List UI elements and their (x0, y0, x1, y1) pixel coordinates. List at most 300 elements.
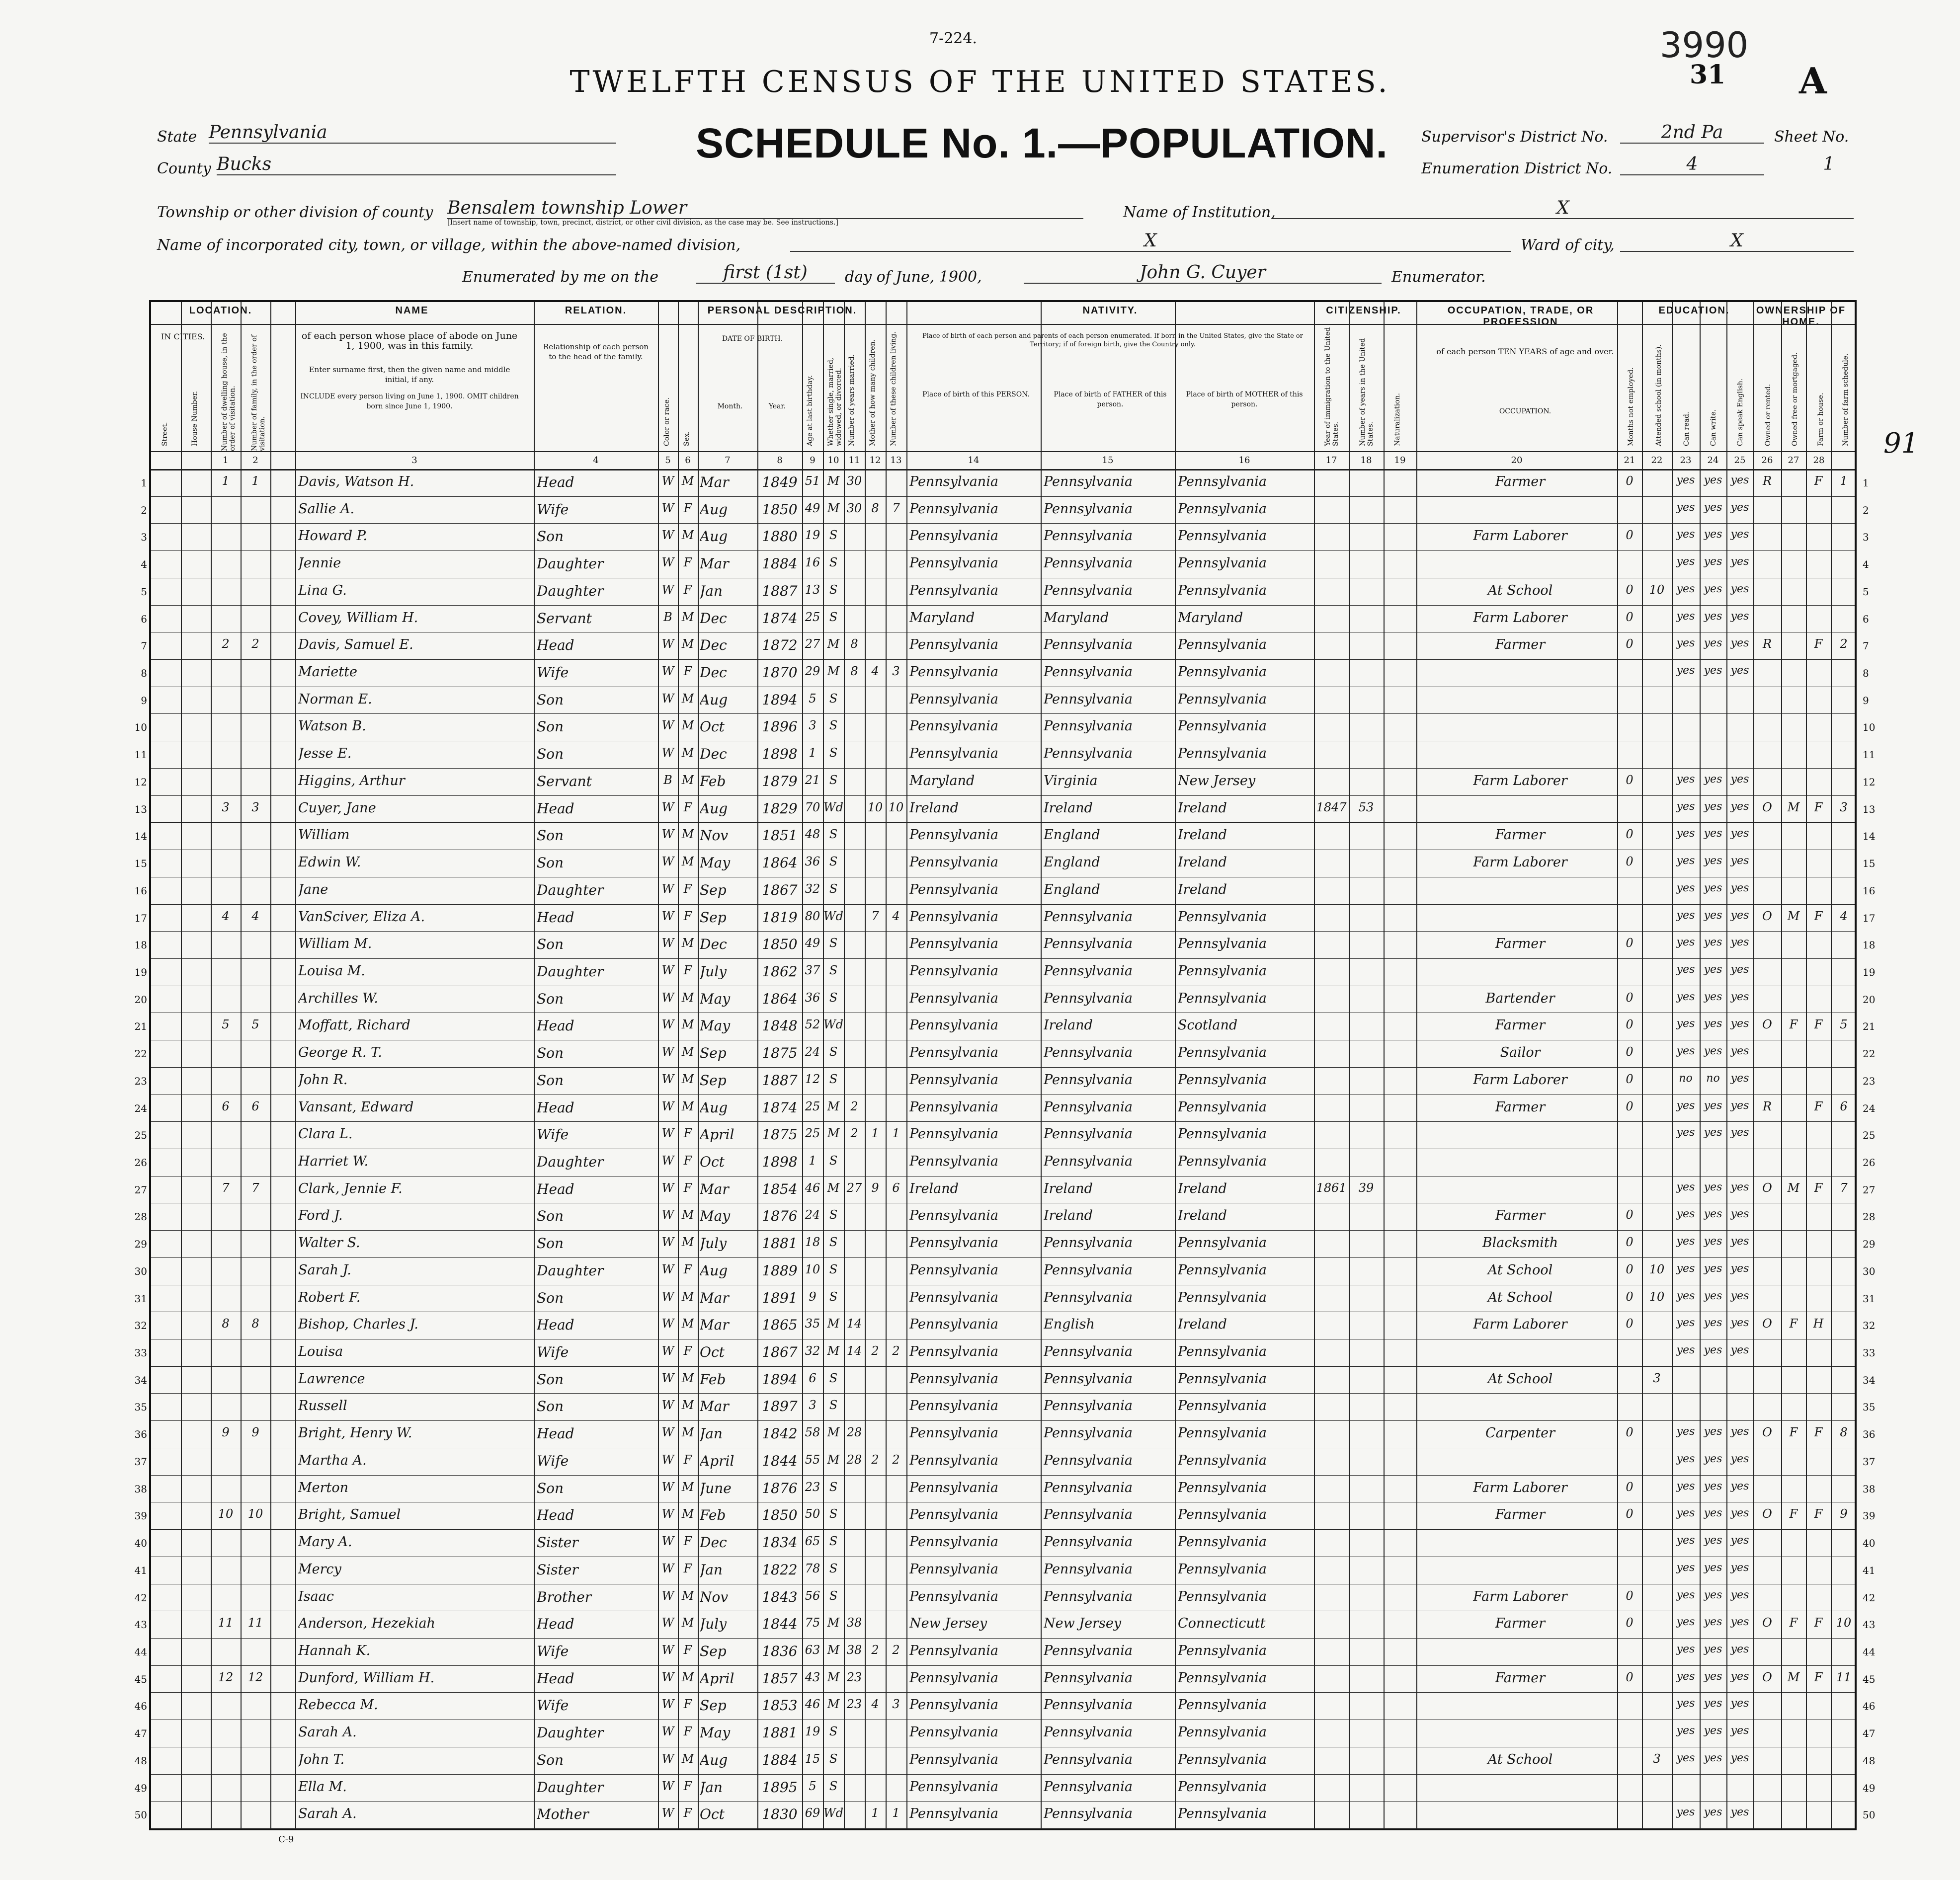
grid-row-line (151, 1230, 1855, 1231)
cell-age: 55 (805, 1452, 820, 1467)
cell-month: April (700, 1670, 735, 1687)
grid-column-line (1175, 302, 1176, 1828)
cell-unemp: 0 (1626, 1616, 1633, 1630)
vhead-age: Age at last birthday. (806, 375, 814, 446)
cell-own: O (1762, 800, 1772, 814)
cell-color: W (661, 963, 674, 977)
cell-year: 1854 (762, 1180, 798, 1197)
row-number-right: 42 (1863, 1591, 1876, 1604)
cell-mar: S (829, 1154, 838, 1168)
cell-bm: Pennsylvania (1178, 1480, 1267, 1495)
cell-age: 69 (805, 1806, 820, 1820)
cell-name: Jesse E. (298, 746, 352, 762)
cell-cl: 1 (892, 1126, 900, 1141)
cell-unemp: 0 (1626, 773, 1633, 787)
grid-column-line (1041, 302, 1042, 1828)
grid-row-line (151, 931, 1855, 932)
cell-rd: yes (1676, 555, 1695, 568)
cell-rd: yes (1676, 1262, 1695, 1275)
cell-bm: Pennsylvania (1178, 1289, 1267, 1305)
cell-color: W (661, 1317, 674, 1331)
row-number: 33 (134, 1347, 147, 1359)
cell-month: Mar (700, 555, 729, 572)
cell-bf: Pennsylvania (1044, 909, 1133, 925)
cell-name: Mariette (298, 664, 357, 680)
cell-fh: H (1813, 1317, 1824, 1331)
grid-row-line (151, 523, 1855, 524)
cell-bf: Pennsylvania (1044, 1154, 1133, 1169)
cell-bm: Pennsylvania (1178, 1398, 1267, 1414)
grid-row-line (151, 904, 1855, 905)
row-number: 13 (134, 803, 147, 815)
grid-row-line (151, 469, 1855, 470)
grid-column-line (1314, 302, 1315, 1828)
cell-month: Feb (700, 773, 726, 789)
cell-fh: F (1814, 474, 1823, 488)
cell-occ: Farm Laborer (1473, 528, 1567, 544)
institution-value: X (1272, 198, 1854, 219)
cell-color: W (661, 827, 674, 842)
cell-bm: Pennsylvania (1178, 1072, 1267, 1088)
cell-name: Jennie (298, 555, 341, 571)
row-number-right: 31 (1863, 1292, 1876, 1305)
cell-sex: F (683, 1643, 692, 1657)
subhead-occupation-desc: of each person TEN YEARS of age and over. (1436, 347, 1614, 356)
cell-ym: 38 (846, 1643, 862, 1657)
cell-dw: 1 (222, 474, 230, 488)
cell-fm: F (1789, 1317, 1798, 1331)
cell-rd: yes (1676, 582, 1695, 595)
row-number: 3 (141, 531, 147, 544)
cell-bf: England (1044, 881, 1100, 897)
cell-name: Rebecca M. (298, 1697, 378, 1713)
institution-label: Name of Institution, (1123, 204, 1276, 221)
cell-month: July (700, 1235, 727, 1252)
cell-year: 1874 (762, 610, 798, 627)
row-number: 42 (134, 1591, 147, 1604)
cell-sp: yes (1730, 1588, 1749, 1601)
cell-ym: 28 (846, 1452, 862, 1467)
ward-value: X (1620, 231, 1854, 252)
cell-bf: Pennsylvania (1044, 1806, 1133, 1822)
cell-mar: S (829, 1588, 838, 1603)
cell-occ: Farm Laborer (1473, 855, 1567, 870)
cell-age: 36 (805, 855, 820, 869)
cell-fam: 8 (251, 1317, 259, 1331)
cell-month: Feb (700, 1371, 726, 1388)
cell-sex: M (681, 1398, 694, 1412)
cell-bp: Pennsylvania (909, 827, 998, 843)
cell-rd: yes (1676, 1480, 1695, 1492)
cell-unemp: 0 (1626, 1208, 1633, 1222)
cell-bp: Pennsylvania (909, 582, 998, 598)
vhead-family: Number of family, in the order of visitation. (250, 334, 266, 451)
cell-own: O (1762, 1616, 1772, 1630)
cell-occ: Farmer (1495, 1208, 1546, 1224)
row-number: 8 (141, 667, 147, 680)
subhead-month: Month. (717, 402, 743, 410)
row-number-right: 4 (1863, 558, 1869, 571)
cell-color: W (661, 1643, 674, 1657)
cell-occ: Blacksmith (1482, 1235, 1558, 1251)
cell-fam: 6 (251, 1099, 259, 1113)
cell-rd: yes (1676, 1099, 1695, 1112)
cell-bp: Pennsylvania (909, 501, 998, 517)
cell-color: W (661, 881, 674, 896)
cell-bf: Pennsylvania (1044, 718, 1133, 734)
cell-month: Aug (700, 501, 728, 518)
vhead-house: House Number. (191, 391, 199, 446)
cell-wr: yes (1704, 555, 1722, 568)
cell-unemp: 0 (1626, 1588, 1633, 1603)
cell-ym: 2 (850, 1126, 858, 1141)
cell-bp: Pennsylvania (909, 936, 998, 952)
cell-rd: yes (1676, 1018, 1695, 1030)
row-number-right: 3 (1863, 531, 1869, 544)
cell-wr: yes (1704, 1643, 1722, 1655)
cell-bf: Pennsylvania (1044, 1779, 1133, 1795)
cell-rd: yes (1676, 936, 1695, 949)
cell-age: 15 (805, 1751, 820, 1766)
cell-month: Nov (700, 1588, 729, 1605)
row-number-right: 26 (1863, 1157, 1876, 1169)
cell-bp: Pennsylvania (909, 555, 998, 571)
cell-dw: 4 (222, 909, 230, 923)
enumerated-middle: day of June, 1900, (845, 268, 982, 286)
cell-year: 1842 (762, 1425, 798, 1442)
cell-mar: S (829, 1072, 838, 1086)
grid-column-line (844, 302, 845, 1828)
cell-rd: yes (1676, 800, 1695, 813)
cell-bf: Pennsylvania (1044, 1235, 1133, 1251)
cell-mar: M (827, 1616, 840, 1630)
vhead-children-living: Number of these children living. (890, 331, 898, 446)
cell-ym: 14 (846, 1317, 862, 1331)
cell-rd: yes (1676, 1643, 1695, 1655)
cell-sex: F (683, 909, 692, 923)
cell-yus: 53 (1358, 800, 1374, 814)
cell-age: 75 (805, 1616, 820, 1630)
cell-rd: yes (1676, 1507, 1695, 1520)
cell-rel: Daughter (537, 1262, 604, 1279)
cell-bf: Pennsylvania (1044, 1534, 1133, 1550)
cell-rel: Head (537, 1616, 574, 1633)
cell-sex: F (683, 1262, 692, 1276)
cell-name: Moffatt, Richard (298, 1018, 410, 1033)
row-number: 10 (134, 721, 147, 734)
row-number: 50 (134, 1809, 147, 1821)
row-number: 27 (134, 1183, 147, 1196)
cell-sp: yes (1730, 582, 1749, 595)
cell-rel: Head (537, 1425, 574, 1442)
cell-sp: yes (1730, 1643, 1749, 1655)
cell-month: Dec (700, 637, 727, 654)
cell-name: Isaac (298, 1588, 334, 1604)
cell-year: 1844 (762, 1452, 798, 1469)
grid-column-line (698, 302, 699, 1828)
cell-age: 5 (809, 1779, 817, 1793)
subhead-relation: Relationship of each person to the head of the family. (543, 342, 649, 361)
column-number: 25 (1734, 455, 1746, 466)
row-number-right: 5 (1863, 585, 1869, 598)
cell-unemp: 0 (1626, 855, 1633, 869)
cell-sex: M (681, 528, 694, 543)
cell-sp: yes (1730, 1317, 1749, 1330)
cell-color: W (661, 664, 674, 679)
cell-bm: Pennsylvania (1178, 501, 1267, 517)
cell-rel: Head (537, 1317, 574, 1333)
cell-cl: 10 (888, 800, 904, 814)
cell-bm: Pennsylvania (1178, 990, 1267, 1006)
cell-rd: yes (1676, 1806, 1695, 1819)
cell-sp: yes (1730, 1180, 1749, 1193)
cell-name: Anderson, Hezekiah (298, 1616, 435, 1632)
subhead-occupation: OCCUPATION. (1499, 407, 1552, 415)
cell-name: Russell (298, 1398, 347, 1414)
cell-sp: yes (1730, 1126, 1749, 1139)
cell-color: W (661, 1072, 674, 1086)
cell-sp: yes (1730, 664, 1749, 677)
cell-color: W (661, 1697, 674, 1712)
cell-sex: F (683, 1806, 692, 1820)
cell-bf: Virginia (1044, 773, 1098, 788)
cell-sex: M (681, 990, 694, 1005)
population-table (134, 300, 1876, 1830)
cell-name: Edwin W. (298, 855, 361, 870)
cell-rel: Head (537, 1670, 574, 1687)
page-letter: A (1799, 60, 1827, 102)
cell-sex: F (683, 664, 692, 679)
column-number: 27 (1788, 455, 1799, 466)
cell-bp: Pennsylvania (909, 909, 998, 925)
grid-row-line (151, 1067, 1855, 1068)
column-number: 4 (593, 455, 599, 466)
cell-bp: Pennsylvania (909, 1779, 998, 1795)
cell-rel: Son (537, 1045, 564, 1062)
cell-mo: 10 (867, 800, 883, 814)
cell-rel: Head (537, 1099, 574, 1116)
cell-mar: S (829, 718, 838, 733)
cell-wr: yes (1704, 1452, 1722, 1465)
cell-sch: 10 (1649, 1262, 1665, 1276)
cell-year: 1898 (762, 746, 798, 763)
cell-month: Nov (700, 827, 729, 844)
cell-dw: 10 (218, 1507, 234, 1521)
cell-bf: Pennsylvania (1044, 1371, 1133, 1387)
cell-rel: Sister (537, 1534, 578, 1551)
row-number-right: 37 (1863, 1455, 1876, 1468)
cell-month: Jan (700, 1779, 723, 1796)
cell-rd: yes (1676, 1045, 1695, 1058)
cell-color: W (661, 1126, 674, 1141)
cell-bf: Pennsylvania (1044, 1262, 1133, 1278)
cell-bp: Pennsylvania (909, 1289, 998, 1305)
column-number: 5 (665, 455, 671, 466)
cell-own: O (1762, 1507, 1772, 1521)
cell-age: 49 (805, 501, 820, 515)
cell-age: 51 (805, 474, 820, 488)
cell-rd: yes (1676, 1180, 1695, 1193)
cell-ym: 14 (846, 1344, 862, 1358)
cell-year: 1853 (762, 1697, 798, 1714)
cell-mar: S (829, 881, 838, 896)
cell-rd: yes (1676, 1289, 1695, 1302)
cell-name: William (298, 827, 350, 843)
cell-sp: yes (1730, 1018, 1749, 1030)
cell-color: W (661, 1045, 674, 1059)
cell-bp: Pennsylvania (909, 474, 998, 489)
cell-own: R (1762, 474, 1772, 488)
cell-bp: Pennsylvania (909, 1018, 998, 1033)
cell-year: 1889 (762, 1262, 798, 1279)
cell-month: Sep (700, 1643, 727, 1659)
cell-month: Dec (700, 1534, 727, 1551)
cell-bm: Pennsylvania (1178, 1235, 1267, 1251)
cell-dw: 9 (222, 1425, 230, 1440)
cell-sp: yes (1730, 1561, 1749, 1574)
cell-bp: Pennsylvania (909, 1588, 998, 1604)
form-number: 7-224. (929, 30, 978, 47)
cell-rd: yes (1676, 990, 1695, 1003)
cell-mar: M (827, 1180, 840, 1195)
cell-year: 1880 (762, 528, 798, 545)
cell-fs: 10 (1836, 1616, 1852, 1630)
cell-month: Aug (700, 1099, 728, 1116)
cell-unemp: 0 (1626, 1507, 1633, 1521)
cell-age: 3 (809, 1398, 817, 1412)
row-number: 16 (134, 884, 147, 897)
cell-wr: yes (1704, 528, 1722, 541)
row-number-right: 10 (1863, 721, 1876, 734)
cell-age: 1 (809, 746, 817, 760)
cell-name: Watson B. (298, 718, 366, 734)
cell-rel: Son (537, 1289, 564, 1306)
grid-column-line (886, 302, 887, 1828)
enumerator-suffix: Enumerator. (1391, 268, 1486, 286)
cell-year: 1876 (762, 1208, 798, 1225)
group-nativity: NATIVITY. (1082, 305, 1138, 316)
cell-bm: Pennsylvania (1178, 1534, 1267, 1550)
cell-bf: Pennsylvania (1044, 474, 1133, 489)
cell-wr: yes (1704, 1751, 1722, 1764)
margin-note: 91 (1883, 427, 1919, 460)
cell-bm: Pennsylvania (1178, 582, 1267, 598)
cell-rel: Son (537, 1398, 564, 1415)
cell-bf: Pennsylvania (1044, 1561, 1133, 1577)
cell-sex: M (681, 1751, 694, 1766)
cell-month: June (700, 1480, 732, 1496)
cell-cl: 1 (892, 1806, 900, 1820)
cell-bm: Pennsylvania (1178, 637, 1267, 653)
cell-own: O (1762, 1018, 1772, 1032)
cell-month: Aug (700, 1262, 728, 1279)
cell-sp: yes (1730, 827, 1749, 840)
cell-occ: Farm Laborer (1473, 1480, 1567, 1495)
row-number-right: 12 (1863, 776, 1876, 788)
cell-bm: Ireland (1178, 855, 1227, 870)
cell-bm: Pennsylvania (1178, 718, 1267, 734)
cell-sex: M (681, 1616, 694, 1630)
cell-bp: Maryland (909, 773, 975, 788)
cell-fs: 7 (1840, 1180, 1848, 1195)
cell-bm: Ireland (1178, 827, 1227, 843)
row-number: 30 (134, 1265, 147, 1277)
cell-year: 1875 (762, 1126, 798, 1143)
cell-bm: Pennsylvania (1178, 1507, 1267, 1523)
row-number: 2 (141, 504, 147, 516)
cell-bm: Pennsylvania (1178, 1670, 1267, 1686)
cell-bp: Pennsylvania (909, 1643, 998, 1658)
cell-rd: yes (1676, 1534, 1695, 1547)
cell-wr: yes (1704, 1235, 1722, 1248)
cell-wr: yes (1704, 501, 1722, 514)
row-number-right: 33 (1863, 1347, 1876, 1359)
column-number: 23 (1680, 455, 1692, 466)
cell-rd: yes (1676, 1452, 1695, 1465)
cell-fs: 2 (1840, 637, 1848, 651)
vhead-years-married: Number of years married. (848, 354, 856, 446)
grid-column-line (270, 302, 271, 1828)
cell-month: May (700, 990, 731, 1007)
cell-year: 1850 (762, 936, 798, 953)
enumerator-name: John G. Cuyer (1024, 262, 1382, 284)
cell-sch: 10 (1649, 582, 1665, 597)
column-number: 2 (252, 455, 258, 466)
cell-bf: England (1044, 827, 1100, 843)
cell-wr: yes (1704, 963, 1722, 976)
cell-sex: F (683, 800, 692, 814)
cell-mar: S (829, 746, 838, 760)
row-number-right: 22 (1863, 1048, 1876, 1060)
cell-rel: Servant (537, 610, 592, 627)
cell-wr: yes (1704, 1507, 1722, 1520)
township-value: Bensalem township Lower (447, 198, 1083, 219)
cell-bp: Pennsylvania (909, 1371, 998, 1387)
cell-unemp: 0 (1626, 1235, 1633, 1250)
cell-rel: Wife (537, 1344, 569, 1361)
cell-bp: Pennsylvania (909, 1670, 998, 1686)
cell-age: 9 (809, 1289, 817, 1304)
cell-sp: yes (1730, 1045, 1749, 1058)
column-number: 8 (777, 455, 783, 466)
column-number: 26 (1761, 455, 1773, 466)
row-number-right: 30 (1863, 1265, 1876, 1277)
cell-rd: yes (1676, 1616, 1695, 1629)
row-number-right: 24 (1863, 1102, 1876, 1114)
cell-year: 1894 (762, 691, 798, 708)
cell-color: W (661, 1480, 674, 1494)
cell-bf: Pennsylvania (1044, 1480, 1133, 1495)
cell-sch: 10 (1649, 1289, 1665, 1304)
cell-unemp: 0 (1626, 827, 1633, 842)
cell-mar: S (829, 528, 838, 543)
cell-sp: yes (1730, 1235, 1749, 1248)
cell-wr: yes (1704, 881, 1722, 894)
cell-name: Higgins, Arthur (298, 773, 405, 788)
cell-month: Feb (700, 1507, 726, 1524)
grid-header-line (151, 324, 1855, 325)
cell-ym: 8 (850, 637, 858, 651)
cell-sp: yes (1730, 881, 1749, 894)
cell-age: 56 (805, 1588, 820, 1603)
row-number-right: 32 (1863, 1320, 1876, 1332)
cell-bf: Pennsylvania (1044, 1697, 1133, 1713)
cell-year: 1850 (762, 1507, 798, 1524)
grid-column-line (1384, 302, 1385, 1828)
column-number: 24 (1707, 455, 1719, 466)
cell-occ: Farmer (1495, 1099, 1546, 1115)
cell-name: Sarah A. (298, 1724, 357, 1740)
